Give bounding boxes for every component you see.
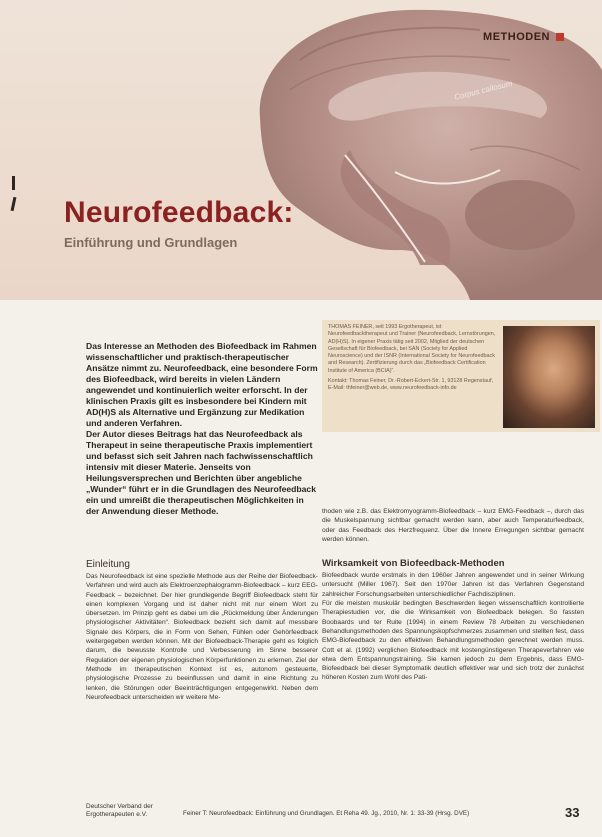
body-text [86, 572, 318, 702]
author-bio [328, 324, 496, 396]
body-paragraph: Biofeedback wurde erstmals in den 1960er Jahren angewendet und in seiner Wirkung untersucht (Miller 1967). Seit den 1970er Jahren ist das Verfahren Gegenstand zahlreicher Forschungsarbeiten unterschiedlicher Fachdisziplinen. [322, 572, 584, 598]
body-paragraph: Für die meisten muskulär bedingten Beschwerden liegen wissenschaftlich kontrollierte Therapiestudien vor, die die Wirksamkeit von Biofeedback belegen. So fassten Boobaards und ter Ruite (1994) in einem Review 78 Arbeiten zu verschiedenen Behandlungsmethoden des Spannungskopfschmerzes zusammen und stellten fest, dass EMG-Biofeedback zu den effektiven Behandlungsmethoden gerechnet werden muss. Cott et al. (1992) verglichen Biofeedback mit kostengünstigeren Therapeverfahren wie etwa dem Entspannungstraining. Sie kamen jedoch zu dem Ergebnis, dass EMG-Biofeedback bei dieser Symptomatik deutlich effektiver war und sich trotz der zunächst höheren Kosten zum Wohl des Pati- [322, 600, 584, 682]
column-left [86, 559, 318, 702]
section-heading: Einleitung [86, 559, 130, 570]
corpus-callosum-label: Corpus callosum [453, 78, 514, 102]
author-bio-text: THOMAS FEINER, seit 1993 Ergotherapeut, ist Neurofeedbacktherapeut und Trainer (Neurofeedback, Lernstörungen, AD(H)S). In eigener Praxis tätig seit 2002, Mitglied der deutschen Gesellschaft für Biofeedback, bei SAN (Society for Applied Neuroscience) und der ISNR (International Society for Neurofeedback and Research). Zertifizierung durch das „Biofeedback Certification Institute of America (BCIA)“. [328, 324, 496, 374]
footer-publisher [86, 803, 153, 819]
cerebellum-shape [465, 180, 575, 250]
section-heading: Wirksamkeit von Biofeedback-Methoden [322, 558, 505, 570]
article-lead [86, 341, 318, 517]
lead-paragraph: Das Interesse an Methoden des Biofeedback im Rahmen wissenschaftlicher und praktisch-therapeutischer Ansätze nimmt zu. Neurofeedback, eine besondere Form des Biofeedback, wird bereits in vielen Ländern angewendet und kontinuierlich weiter erforscht. In der klinischen Praxis gilt es insbesondere bei Kindern mit AD(H)S als Alternative und Ergänzung zur Medikation und anderen Verfahren. [86, 341, 318, 428]
section-tag-label: METHODEN [483, 31, 550, 43]
binder-mark [12, 176, 15, 190]
body-paragraph: Das Neurofeedback ist eine spezielle Methode aus der Reihe der Biofeedback-Verfahren und wird auch als Elektroenzephalogramm-Biofeedback – kurz EEG-Feedback – bezeichnet. Der hier grundlegende Begriff Biofeedback steht für einen komplexen Vorgang und ist daher nicht mit nur einem Wort zu übersetzen. Im Prinzip geht es dabei um die „Rückmeldung über Änderungen physiologischer Aktivitäten“. Biofeedback bezieht sich damit auf messbare Signale des Körpers, die in Form von Sehen, Fühlen oder Gehörfeedback weitergegeben werden können. Mit der Biofeedback-Therapie geht es folglich darum, die bewusste Kontrolle und Verbesserung im Sinne besserer Regulation der eigenen physiologischen Körperfunktionen zu erlernen. Ziel der Methode im therapeutischen Kontext ist es, autonom gesteuerte, physiologische Prozesse zu beeinflussen und damit in eine Richtung zu lenken, die Störungen oder Beeinträchtigungen entgegenwirkt. Neben dem Neurofeedback unterscheiden wir weitere Me- [86, 573, 318, 701]
body-paragraph: thoden wie z.B. das Elektromyogramm-Biofeedback – kurz EMG-Feedback –, durch das die Muskelspannung sichtbar gemacht werden kann, aber auch Temperaturfeedback, oder das Feedback des Herzfrequenz. Über die Innere Erregungen sichtbar gemacht werden können. [322, 508, 584, 543]
hero-image [0, 0, 602, 300]
article-subtitle: Einführung und Grundlagen [64, 235, 238, 250]
section-square-icon [556, 33, 564, 41]
brain-illustration [0, 0, 602, 300]
publisher-line: Ergotherapeuten e.V. [86, 811, 148, 818]
footer-citation: Feiner T: Neurofeedback: Einführung und Grundlagen. Et Reha 49. Jg., 2010, Nr. 1: 33-39 (Hrsg. DVE) [183, 810, 470, 817]
article-title: Neurofeedback: [64, 196, 294, 229]
body-text [322, 571, 584, 683]
lead-paragraph: Der Autor dieses Beitrags hat das Neurofeedback als Therapeut in seine therapeutische Praxis implementiert und befasst sich seit Jahren nach fachwissenschaftlich intensiv mit dieser Materie. Jenseits von Heilungsversprechen und Berichten über angebliche „Wunder“ führt er in die Grundlagen des Neurofeedback ein und umreißt die therapeutischen Möglichkeiten in der Anwendung dieser Methode. [86, 429, 316, 516]
column-right [322, 507, 584, 683]
section-tag [483, 31, 564, 43]
publisher-line: Deutscher Verband der [86, 803, 153, 810]
author-photo [503, 326, 595, 428]
author-contact: Kontakt: Thomas Feiner, Dr.-Robert-Eckert-Str. 1, 93128 Regenstauf, E-Mail: thfeiner@web.de, www.neurofeedback-info.de [328, 378, 493, 392]
body-text [322, 507, 584, 544]
page-number: 33 [565, 805, 580, 820]
author-box [322, 320, 600, 432]
